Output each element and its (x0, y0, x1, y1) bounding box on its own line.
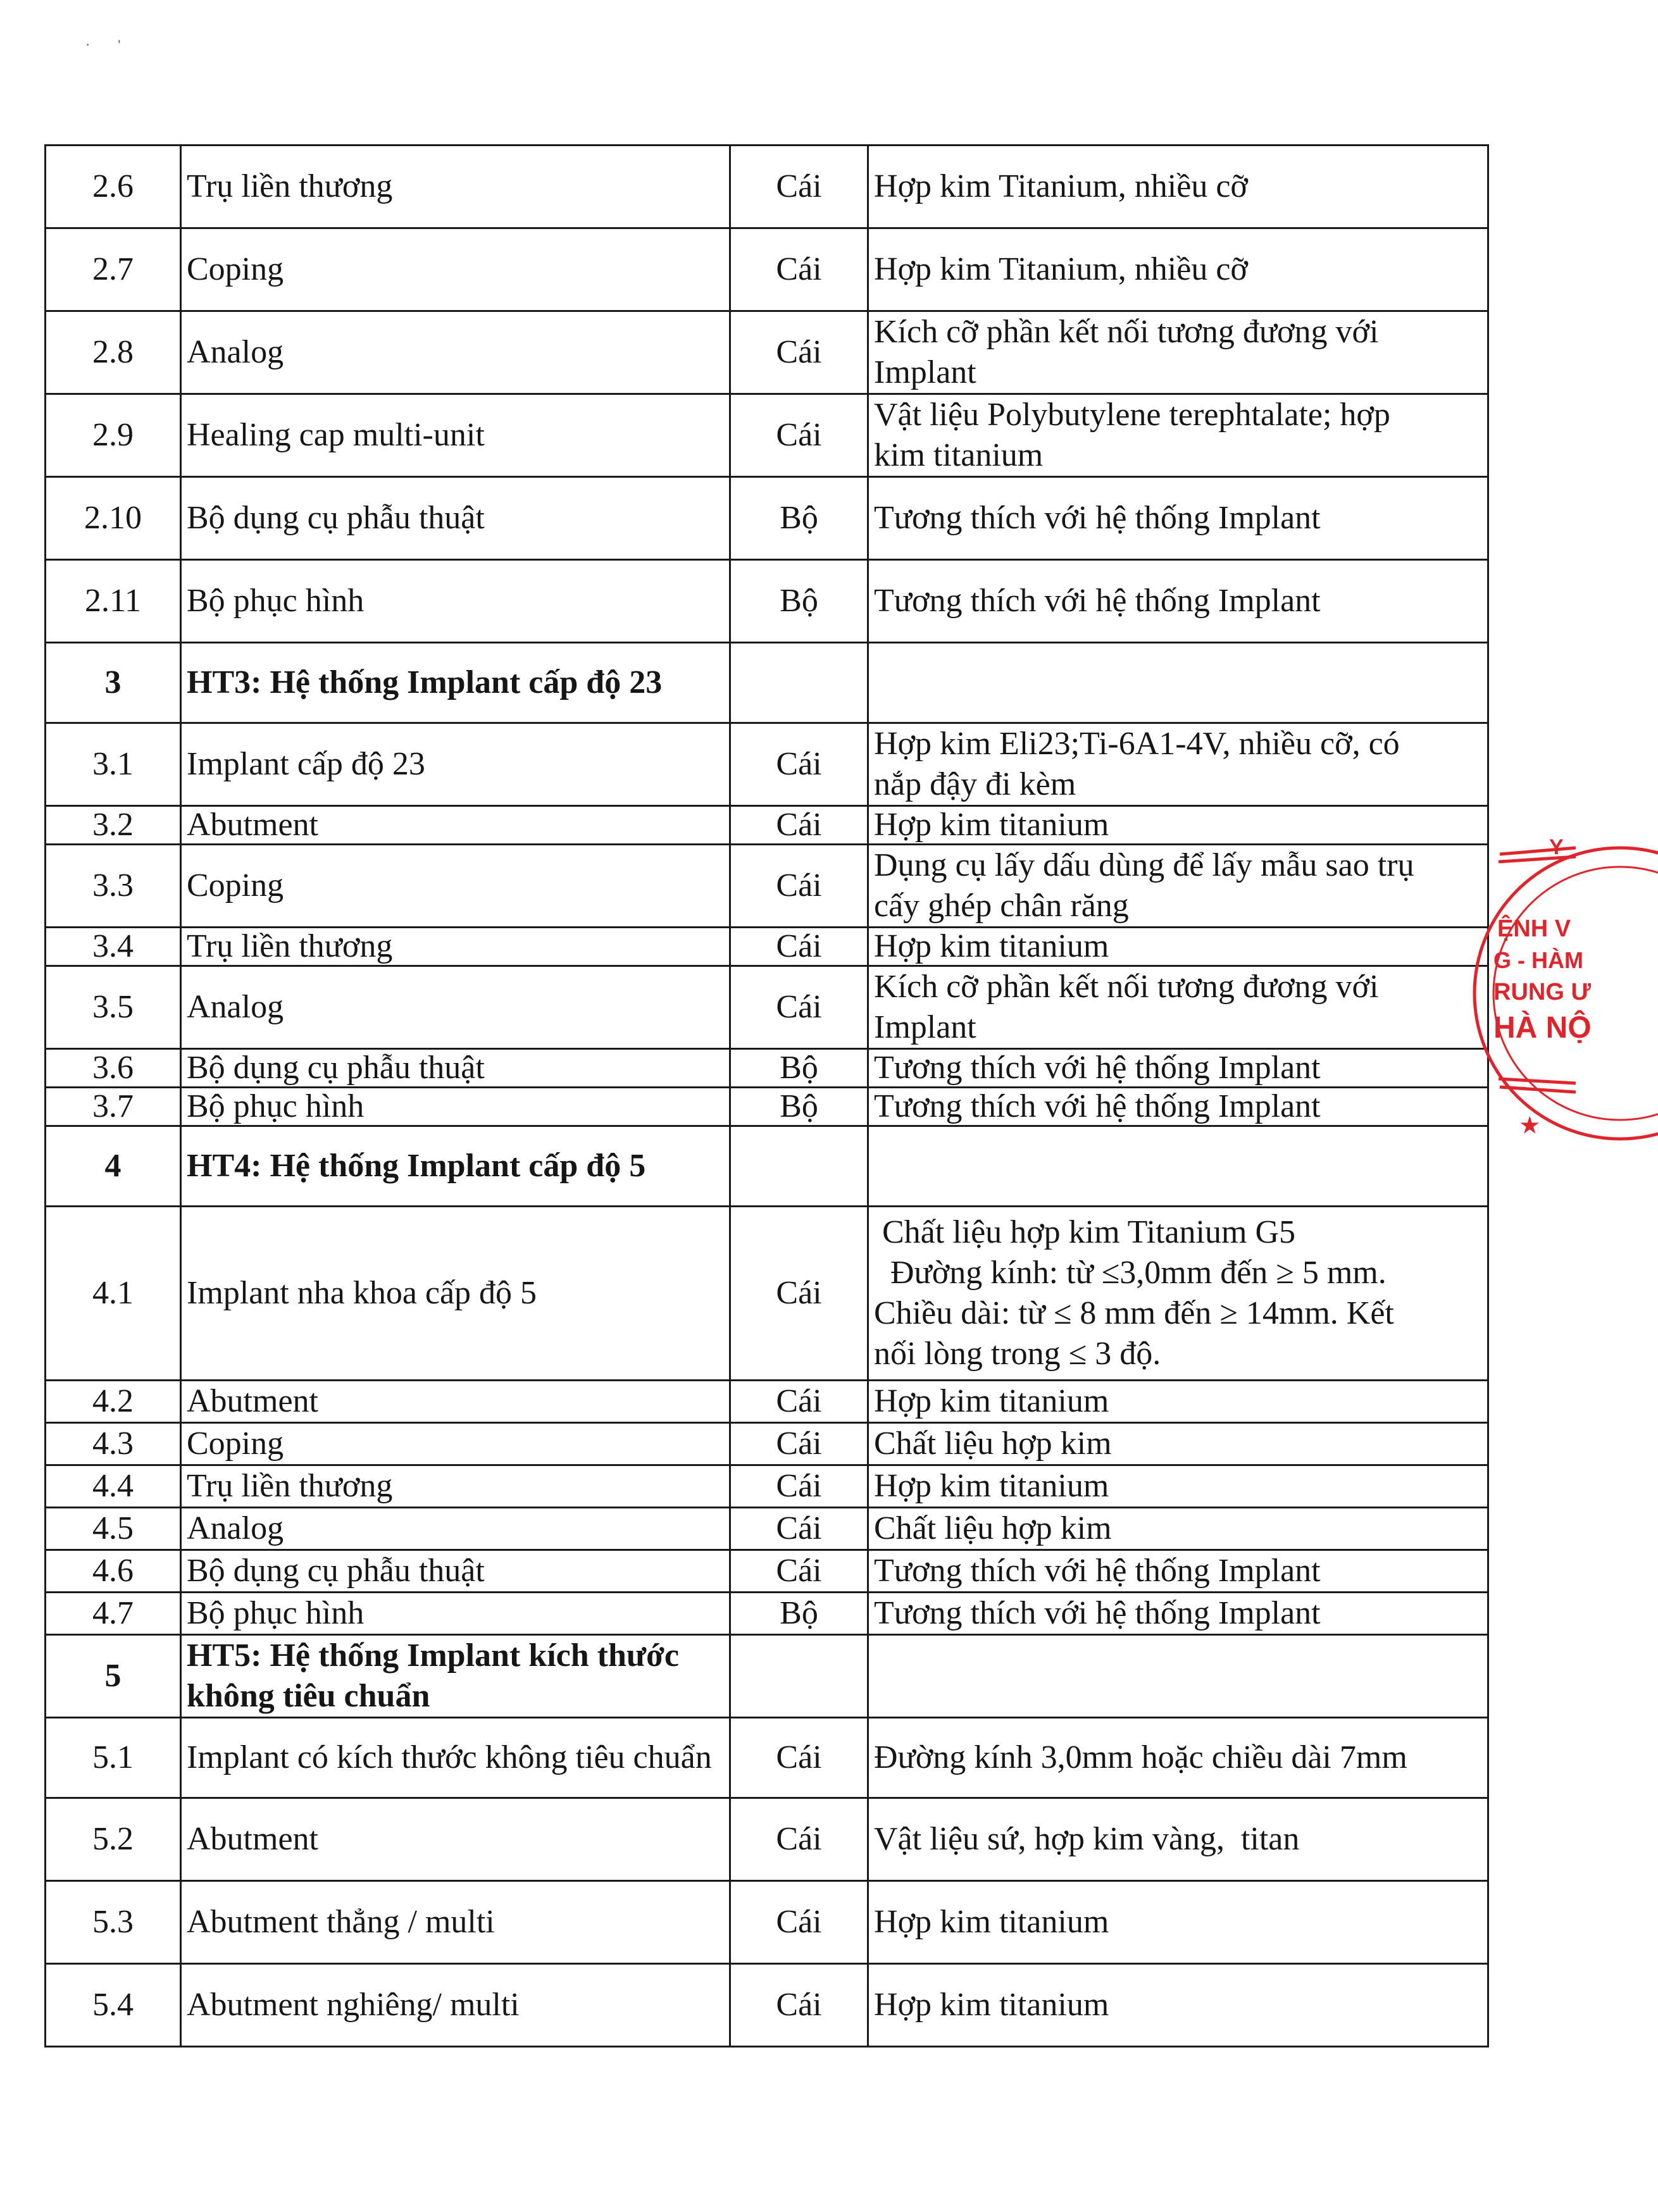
cell-stt: 5.2 (46, 1798, 181, 1881)
cell-description (868, 966, 1488, 1049)
cell-item-name: Analog (181, 966, 730, 1049)
cell-item-name: Implant cấp độ 23 (181, 723, 730, 806)
table-row (46, 723, 1488, 806)
cell-stt: 2.7 (46, 228, 181, 311)
svg-text:★: ★ (1520, 1114, 1540, 1138)
cell-unit: Bộ (730, 1088, 868, 1126)
cell-description (868, 1964, 1488, 2047)
cell-unit: Cái (730, 394, 868, 477)
section-title: HT5: Hệ thống Implant kích thước không tiêu chuẩn (181, 1635, 730, 1718)
cell-item-name: Healing cap multi-unit (181, 394, 730, 477)
cell-stt: 3.1 (46, 723, 181, 806)
cell-item-name: Bộ dụng cụ phẫu thuật (181, 1049, 730, 1088)
cell-stt: 3.7 (46, 1088, 181, 1126)
cell-description (868, 394, 1488, 477)
description-line: cấy ghép chân răng (874, 888, 1129, 924)
cell-unit: Bộ (730, 477, 868, 560)
cell-unit: Cái (730, 1881, 868, 1964)
description-line: Vật liệu Polybutylene terephtalate; hợp (874, 397, 1390, 433)
description-line: Hợp kim Titanium, nhiều cỡ (874, 251, 1248, 287)
cell-stt: 3.6 (46, 1049, 181, 1088)
cell-description (868, 1508, 1488, 1550)
description-line: Tương thích với hệ thống Implant (874, 1050, 1321, 1086)
cell-description (868, 1718, 1488, 1798)
cell-stt: 4.5 (46, 1508, 181, 1550)
description-line: Tương thích với hệ thống Implant (874, 1595, 1321, 1631)
description-line: Tương thích với hệ thống Implant (874, 500, 1321, 536)
cell-item-name: Coping (181, 845, 730, 928)
description-line: kim titanium (874, 437, 1044, 473)
cell-stt: 2.10 (46, 477, 181, 560)
cell-description (868, 477, 1488, 560)
cell-item-name: Bộ phục hình (181, 1088, 730, 1126)
cell-item-name: Bộ phục hình (181, 560, 730, 643)
cell-description (868, 643, 1488, 723)
svg-text:Y: Y (1549, 835, 1564, 859)
table-row (46, 1088, 1488, 1126)
cell-unit: Bộ (730, 560, 868, 643)
spec-table (44, 144, 1489, 2047)
cell-item-name: Abutment (181, 1381, 730, 1423)
cell-stt: 3.4 (46, 928, 181, 966)
cell-stt: 5.3 (46, 1881, 181, 1964)
cell-item-name: Abutment (181, 806, 730, 845)
section-row (46, 643, 1488, 723)
cell-stt: 5.1 (46, 1718, 181, 1798)
cell-item-name: Trụ liền thương (181, 1465, 730, 1508)
cell-description (868, 1126, 1488, 1207)
cell-unit: Cái (730, 1508, 868, 1550)
cell-unit (730, 1635, 868, 1718)
cell-description (868, 1593, 1488, 1635)
cell-description (868, 928, 1488, 966)
stamp-seal-icon (1493, 829, 1658, 1158)
table-row (46, 394, 1488, 477)
cell-stt: 4.7 (46, 1593, 181, 1635)
table-row (46, 1465, 1488, 1508)
cell-unit: Cái (730, 1550, 868, 1593)
svg-text:G - HÀM: G - HÀM (1493, 947, 1583, 973)
description-line: Chất liệu hợp kim Titanium G5 (874, 1214, 1295, 1250)
cell-description (868, 1465, 1488, 1508)
cell-description (868, 1381, 1488, 1423)
table-row (46, 928, 1488, 966)
cell-item-name: Bộ dụng cụ phẫu thuật (181, 1550, 730, 1593)
table-row (46, 1881, 1488, 1964)
cell-item-name: Abutment (181, 1798, 730, 1881)
description-line: Implant (874, 1009, 976, 1045)
cell-unit: Cái (730, 311, 868, 394)
cell-stt: 3 (46, 643, 181, 723)
section-title: HT3: Hệ thống Implant cấp độ 23 (181, 643, 730, 723)
cell-unit: Cái (730, 806, 868, 845)
cell-stt: 4.6 (46, 1550, 181, 1593)
section-row (46, 1126, 1488, 1207)
cell-stt: 5.4 (46, 1964, 181, 2047)
description-line: Tương thích với hệ thống Implant (874, 583, 1321, 619)
table-row (46, 1593, 1488, 1635)
table-row (46, 477, 1488, 560)
description-line: Hợp kim Titanium, nhiều cỡ (874, 168, 1248, 204)
table-row (46, 311, 1488, 394)
cell-stt: 4 (46, 1126, 181, 1207)
table-row (46, 1964, 1488, 2047)
cell-item-name: Coping (181, 1423, 730, 1465)
table-row (46, 1798, 1488, 1881)
cell-unit: Cái (730, 723, 868, 806)
description-line: Chất liệu hợp kim (874, 1426, 1112, 1462)
cell-description (868, 1088, 1488, 1126)
cell-stt: 2.8 (46, 311, 181, 394)
cell-description (868, 560, 1488, 643)
cell-unit: Cái (730, 1381, 868, 1423)
svg-text:RUNG Ư: RUNG Ư (1493, 979, 1591, 1005)
cell-unit (730, 1126, 868, 1207)
description-line: Implant (874, 354, 976, 390)
cell-unit: Cái (730, 1207, 868, 1381)
official-stamp (1493, 829, 1592, 1158)
cell-item-name: Implant có kích thước không tiêu chuẩn (181, 1718, 730, 1798)
svg-text:HÀ NỘ: HÀ NỘ (1493, 1011, 1592, 1045)
cell-stt: 4.1 (46, 1207, 181, 1381)
description-line: Hợp kim titanium (874, 807, 1109, 843)
table-row (46, 1550, 1488, 1593)
description-line: Dụng cụ lấy dấu dùng để lấy mẫu sao trụ (874, 847, 1414, 883)
cell-stt: 2.6 (46, 146, 181, 228)
table-row (46, 1049, 1488, 1088)
cell-description (868, 146, 1488, 228)
cell-unit: Cái (730, 1423, 868, 1465)
table-row (46, 1508, 1488, 1550)
description-line: Chất liệu hợp kim (874, 1510, 1112, 1546)
table-row (46, 845, 1488, 928)
cell-item-name: Bộ dụng cụ phẫu thuật (181, 477, 730, 560)
cell-stt: 5 (46, 1635, 181, 1718)
cell-unit: Cái (730, 1798, 868, 1881)
cell-item-name: Trụ liền thương (181, 146, 730, 228)
svg-text:ỆNH V: ỆNH V (1497, 916, 1571, 942)
cell-unit: Bộ (730, 1593, 868, 1635)
description-line: Hợp kim Eli23;Ti-6A1-4V, nhiều cỡ, có (874, 726, 1400, 762)
cell-unit: Cái (730, 1718, 868, 1798)
description-line: Vật liệu sứ, hợp kim vàng, titan (874, 1821, 1300, 1857)
cell-unit: Cái (730, 966, 868, 1049)
table-row (46, 228, 1488, 311)
description-line: nắp đậy đi kèm (874, 766, 1076, 802)
cell-item-name: Coping (181, 228, 730, 311)
cell-description (868, 1798, 1488, 1881)
cell-description (868, 1049, 1488, 1088)
table-row (46, 966, 1488, 1049)
cell-item-name: Trụ liền thương (181, 928, 730, 966)
section-title: HT4: Hệ thống Implant cấp độ 5 (181, 1126, 730, 1207)
section-row (46, 1635, 1488, 1718)
description-line: Chiều dài: từ ≤ 8 mm đến ≥ 14mm. Kết (874, 1295, 1394, 1331)
cell-item-name: Analog (181, 1508, 730, 1550)
description-line: Đường kính 3,0mm hoặc chiều dài 7mm (874, 1739, 1407, 1775)
cell-unit: Cái (730, 928, 868, 966)
description-line: Kích cỡ phần kết nối tương đương với (874, 314, 1379, 350)
cell-unit: Cái (730, 1964, 868, 2047)
description-line: Kích cỡ phần kết nối tương đương với (874, 969, 1379, 1005)
cell-description (868, 1423, 1488, 1465)
description-line: Tương thích với hệ thống Implant (874, 1088, 1321, 1124)
cell-description (868, 845, 1488, 928)
table-row (46, 1381, 1488, 1423)
cell-item-name: Abutment thẳng / multi (181, 1881, 730, 1964)
cell-stt: 2.9 (46, 394, 181, 477)
cell-unit (730, 643, 868, 723)
description-line: Hợp kim titanium (874, 1904, 1109, 1940)
cell-description (868, 806, 1488, 845)
cell-description (868, 1881, 1488, 1964)
description-line: nối lòng trong ≤ 3 độ. (874, 1336, 1161, 1372)
table-row (46, 1718, 1488, 1798)
table-row (46, 1423, 1488, 1465)
description-line: Đường kính: từ ≤3,0mm đến ≥ 5 mm. (874, 1255, 1387, 1291)
cell-unit: Cái (730, 1465, 868, 1508)
description-line: Hợp kim titanium (874, 1383, 1109, 1419)
cell-description (868, 1207, 1488, 1381)
cell-unit: Cái (730, 228, 868, 311)
cell-item-name: Abutment nghiêng/ multi (181, 1964, 730, 2047)
cell-unit: Bộ (730, 1049, 868, 1088)
cell-unit: Cái (730, 146, 868, 228)
cell-stt: 2.11 (46, 560, 181, 643)
cell-item-name: Analog (181, 311, 730, 394)
cell-stt: 4.4 (46, 1465, 181, 1508)
table-row (46, 560, 1488, 643)
description-line: Hợp kim titanium (874, 1468, 1109, 1504)
cell-description (868, 228, 1488, 311)
scan-specks: · ' (85, 37, 121, 53)
cell-stt: 3.3 (46, 845, 181, 928)
cell-description (868, 1635, 1488, 1718)
cell-description (868, 311, 1488, 394)
table-row (46, 1207, 1488, 1381)
description-line: Hợp kim titanium (874, 1987, 1109, 2023)
cell-item-name: Bộ phục hình (181, 1593, 730, 1635)
cell-item-name: Implant nha khoa cấp độ 5 (181, 1207, 730, 1381)
description-line: Hợp kim titanium (874, 928, 1109, 964)
cell-unit: Cái (730, 845, 868, 928)
cell-stt: 4.2 (46, 1381, 181, 1423)
cell-description (868, 1550, 1488, 1593)
table-row (46, 806, 1488, 845)
cell-stt: 4.3 (46, 1423, 181, 1465)
table-row (46, 146, 1488, 228)
description-line: Tương thích với hệ thống Implant (874, 1553, 1321, 1589)
cell-description (868, 723, 1488, 806)
cell-stt: 3.5 (46, 966, 181, 1049)
cell-stt: 3.2 (46, 806, 181, 845)
